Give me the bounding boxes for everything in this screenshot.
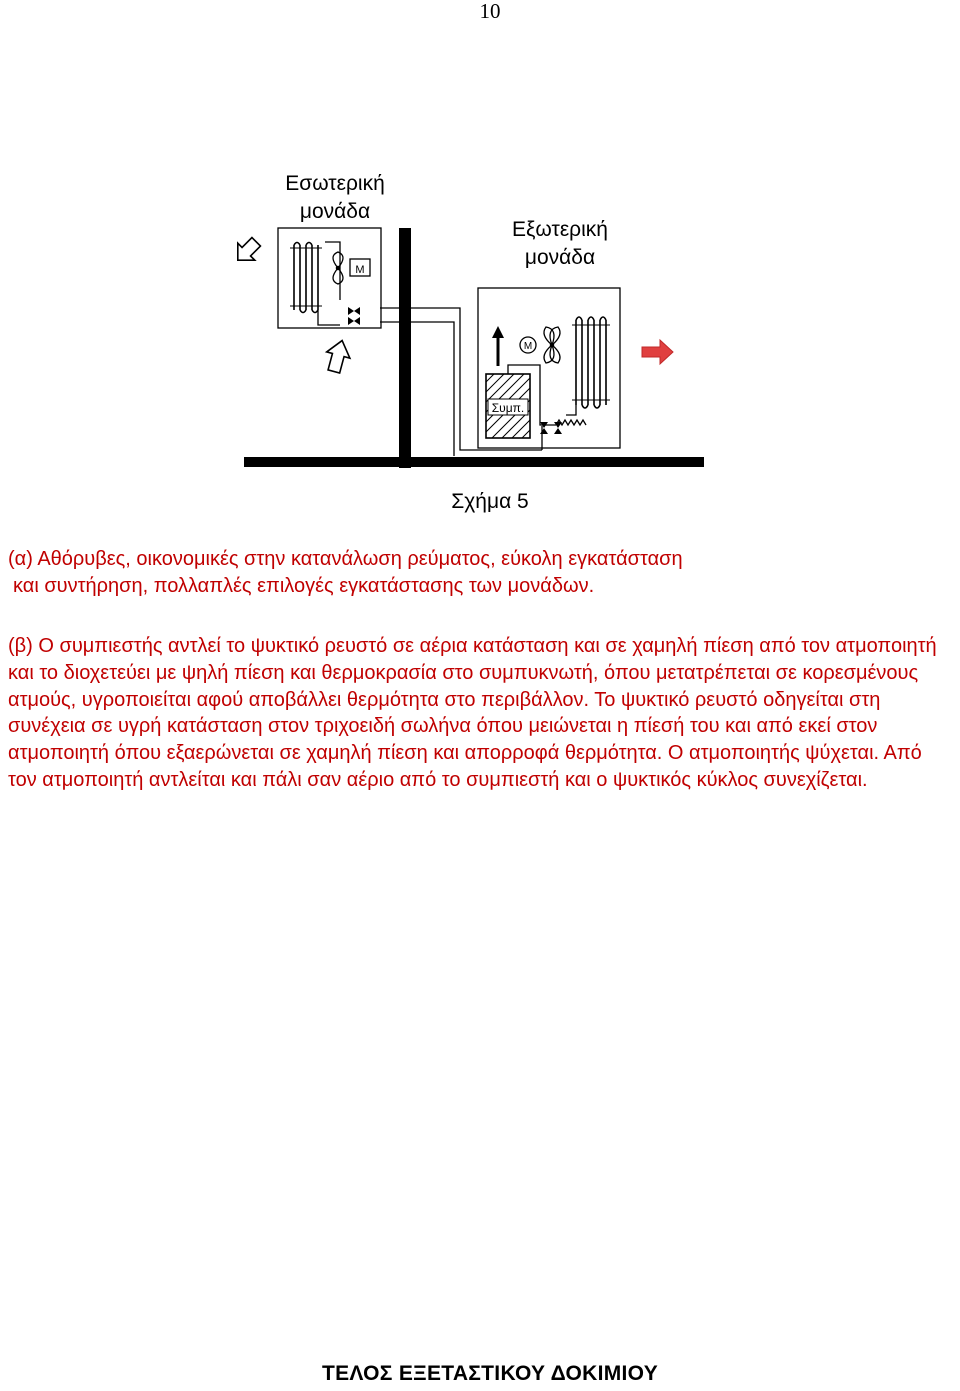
paragraph-b: (β) Ο συμπιεστής αντλεί το ψυκτικό ρευστό σε αέρια κατάσταση και σε χαμηλή πίεση από τον ατμοποιητή και το διοχετεύει με ψηλή πίεση και θερμοκρασία στο συμπυκνωτή, όπου μετατρέπεται σε κορεσμένους ατμούς, υγροποιείται αφού αποβάλλει θερμότητα στο περιβάλλον. Το ψυκτικό ρευστό οδηγείται στη συνέχεια σε υγρή κατάσταση στον τριχοειδή σωλήνα όπου μειώνεται η πίεσή του και από εκεί στον ατμοποιητή όπου εξαερώνεται σε χαμηλή πίεση και απορροφά θερμότητα. Ο ατμοποιητής ψύχεται. Από τον ατμοποιητή αντλείται και πάλι σαν αέριο από το συμπιεστή και ο ψυκτικός κύκλος συνεχίζεται. xyxy=(8,635,937,791)
warm-air-out-arrow-icon xyxy=(642,340,673,364)
indoor-unit-label-1: Εσωτερική xyxy=(285,172,385,195)
outdoor-fan-icon xyxy=(544,327,560,363)
outdoor-valve-2 xyxy=(554,422,562,434)
indoor-unit-label-2: μονάδα xyxy=(299,200,371,223)
outdoor-unit-label-2: μονάδα xyxy=(524,246,596,269)
outdoor-valve-1 xyxy=(540,422,548,434)
indoor-valve-2 xyxy=(348,317,360,325)
wall xyxy=(399,228,411,468)
indoor-valve-1 xyxy=(348,307,360,315)
figure-caption: Σχήμα 5 xyxy=(451,490,529,513)
return-air-in-arrow-icon xyxy=(322,337,353,374)
indoor-motor-label: M xyxy=(355,264,365,276)
split-ac-diagram xyxy=(220,160,720,480)
indoor-fan-icon xyxy=(333,252,343,284)
page-number: 10 xyxy=(479,0,501,23)
outdoor-motor-label: M xyxy=(523,341,533,352)
paragraph-a xyxy=(8,546,953,600)
ground-slab xyxy=(244,457,704,467)
paragraph-a-line-1: (α) Αθόρυβες, οικονομικές στην κατανάλωση ρεύματος, εύκολη εγκατάσταση xyxy=(8,548,683,570)
paragraph-a-line-2: και συντήρηση, πολλαπλές επιλογές εγκατάστασης των μονάδων. xyxy=(13,574,595,597)
cold-air-out-arrow-icon xyxy=(229,233,264,268)
condenser-coil xyxy=(572,317,610,408)
outdoor-airflow-up-arrow-icon xyxy=(492,326,504,366)
end-of-exam-title: ΤΕΛΟΣ ΕΞΕΤΑΣΤΙΚΟΥ ΔΟΚΙΜΙΟΥ xyxy=(321,1362,659,1385)
evaporator-coil xyxy=(290,243,322,313)
outdoor-unit-label-1: Εξωτερική xyxy=(512,218,608,241)
compressor-label: Συμπ. xyxy=(491,401,525,415)
diagram-svg xyxy=(220,160,720,480)
